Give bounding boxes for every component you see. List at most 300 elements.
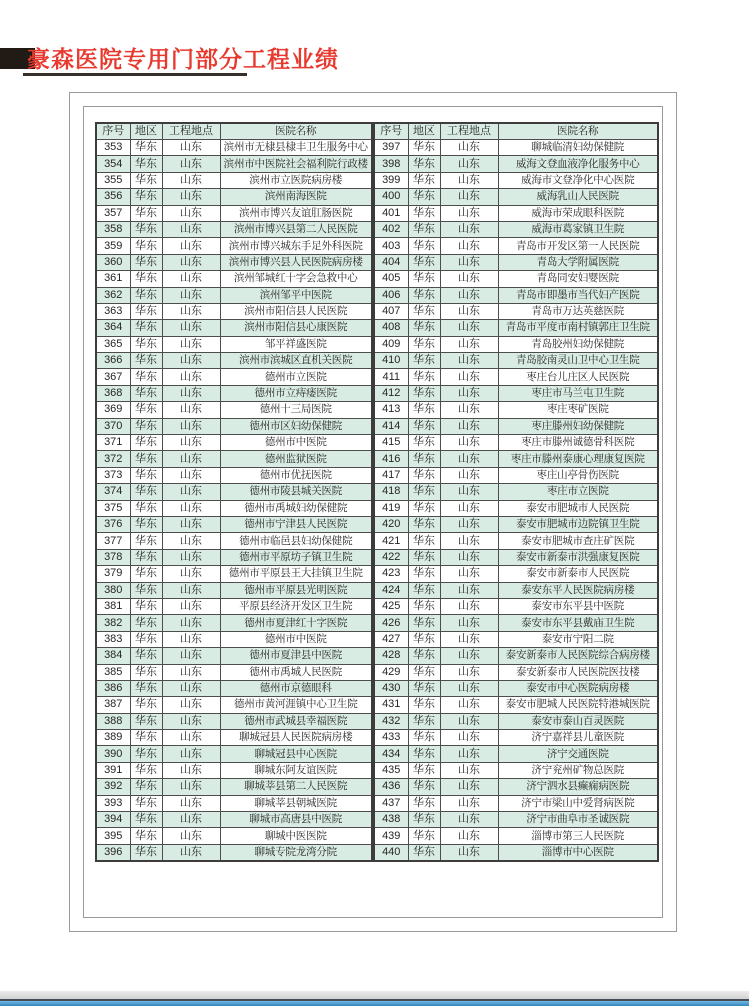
hospital-name: 泰安市东平县中医院 [498, 598, 658, 614]
region: 华东 [130, 353, 162, 369]
row-number: 362 [96, 287, 130, 303]
hospital-name: 滨州邹平中医院 [220, 287, 372, 303]
hospital-name: 枣庄市马兰屯卫生院 [498, 385, 658, 401]
hospital-name: 邹平祥盛医院 [220, 336, 372, 352]
table-row [96, 189, 372, 205]
row-number: 378 [96, 549, 130, 565]
row-number: 438 [374, 812, 408, 828]
hospital-name: 泰安东平人民医院病房楼 [498, 582, 658, 598]
row-number: 415 [374, 435, 408, 451]
project-location: 山东 [440, 795, 498, 811]
project-location: 山东 [162, 369, 220, 385]
project-location: 山东 [162, 336, 220, 352]
region: 华东 [408, 762, 440, 778]
table-row [96, 451, 372, 467]
table-row [96, 402, 372, 418]
table-row [96, 484, 372, 500]
project-location: 山东 [162, 828, 220, 844]
region: 华东 [408, 484, 440, 500]
hospital-name: 滨州市阳信县人民医院 [220, 303, 372, 319]
project-location: 山东 [162, 664, 220, 680]
table-row [96, 418, 372, 434]
row-number: 360 [96, 254, 130, 270]
row-number: 416 [374, 451, 408, 467]
row-number: 405 [374, 271, 408, 287]
region: 华东 [130, 172, 162, 188]
hospital-name: 泰安市新泰市洪强康复医院 [498, 549, 658, 565]
table-row [96, 385, 372, 401]
hospital-name: 德州市宁津县人民医院 [220, 516, 372, 532]
region: 华东 [408, 566, 440, 582]
row-number: 437 [374, 795, 408, 811]
hospital-name: 泰安市肥城市查庄矿医院 [498, 533, 658, 549]
table-row [96, 320, 372, 336]
project-location: 山东 [162, 402, 220, 418]
table-row [374, 254, 658, 270]
hospital-name: 聊城冠县人民医院病房楼 [220, 730, 372, 746]
project-location: 山东 [162, 779, 220, 795]
row-number: 436 [374, 779, 408, 795]
project-location: 山东 [162, 566, 220, 582]
region: 华东 [408, 516, 440, 532]
table-row [96, 287, 372, 303]
table-row [96, 205, 372, 221]
region: 华东 [130, 828, 162, 844]
row-number: 383 [96, 631, 130, 647]
region: 华东 [130, 680, 162, 696]
row-number: 386 [96, 680, 130, 696]
project-location: 山东 [162, 385, 220, 401]
hospital-name: 枣庄台儿庄区人民医院 [498, 369, 658, 385]
table-row [96, 566, 372, 582]
project-location: 山东 [440, 812, 498, 828]
row-number: 373 [96, 467, 130, 483]
project-location: 山东 [440, 566, 498, 582]
row-number: 430 [374, 680, 408, 696]
hospital-name: 聊城莘县朝城医院 [220, 795, 372, 811]
region: 华东 [130, 730, 162, 746]
project-location: 山东 [440, 172, 498, 188]
table-row [96, 254, 372, 270]
table-row [96, 156, 372, 172]
row-number: 355 [96, 172, 130, 188]
table-row [374, 336, 658, 352]
table-row [96, 140, 372, 156]
hospital-name: 枣庄市滕州诚德骨科医院 [498, 435, 658, 451]
row-number: 426 [374, 615, 408, 631]
table-row [374, 648, 658, 664]
table-row [96, 730, 372, 746]
project-location: 山东 [440, 516, 498, 532]
region: 华东 [408, 205, 440, 221]
table-row [374, 500, 658, 516]
project-location: 山东 [162, 680, 220, 696]
table-row [374, 680, 658, 696]
project-location: 山东 [440, 467, 498, 483]
hospital-name: 德州市立医院 [220, 369, 372, 385]
row-number: 366 [96, 353, 130, 369]
project-location: 山东 [440, 582, 498, 598]
hospital-name: 德州市立痔瘘医院 [220, 385, 372, 401]
hospital-name: 青岛市开发区第一人民医院 [498, 238, 658, 254]
row-number: 353 [96, 140, 130, 156]
hospital-name: 聊城冠县中心医院 [220, 746, 372, 762]
hospital-name: 泰安市新泰市人民医院 [498, 566, 658, 582]
hospital-name: 枣庄市滕州泰康心理康复医院 [498, 451, 658, 467]
hospital-name: 青岛市即墨市当代妇产医院 [498, 287, 658, 303]
row-number: 358 [96, 221, 130, 237]
project-location: 山东 [162, 418, 220, 434]
row-number: 359 [96, 238, 130, 254]
project-location: 山东 [162, 631, 220, 647]
table-row [374, 697, 658, 713]
region: 华东 [408, 303, 440, 319]
row-number: 395 [96, 828, 130, 844]
table-row [374, 598, 658, 614]
row-number: 397 [374, 140, 408, 156]
row-number: 424 [374, 582, 408, 598]
table-row [374, 467, 658, 483]
region: 华东 [130, 844, 162, 861]
title-underline [23, 73, 247, 76]
region: 华东 [130, 287, 162, 303]
hospital-name: 聊城市高唐县中医院 [220, 812, 372, 828]
project-location: 山东 [162, 795, 220, 811]
row-number: 423 [374, 566, 408, 582]
row-number: 369 [96, 402, 130, 418]
hospital-name: 德州市夏津红十字医院 [220, 615, 372, 631]
table-row [96, 467, 372, 483]
table-row [374, 795, 658, 811]
project-location: 山东 [440, 680, 498, 696]
hospital-name: 滨州市博兴友谊肛肠医院 [220, 205, 372, 221]
table-row [96, 762, 372, 778]
row-number: 367 [96, 369, 130, 385]
region: 华东 [130, 746, 162, 762]
row-number: 440 [374, 844, 408, 861]
project-location: 山东 [440, 353, 498, 369]
region: 华东 [130, 598, 162, 614]
row-number: 374 [96, 484, 130, 500]
hospital-name: 青岛大学附属医院 [498, 254, 658, 270]
project-location: 山东 [162, 615, 220, 631]
row-number: 382 [96, 615, 130, 631]
table-row [96, 353, 372, 369]
project-location: 山东 [162, 221, 220, 237]
project-location: 山东 [162, 812, 220, 828]
project-location: 山东 [440, 238, 498, 254]
project-location: 山东 [440, 697, 498, 713]
table-row [374, 484, 658, 500]
table-row [96, 435, 372, 451]
table-row [96, 238, 372, 254]
region: 华东 [408, 402, 440, 418]
table-row [374, 566, 658, 582]
region: 华东 [130, 533, 162, 549]
project-location: 山东 [440, 385, 498, 401]
row-number: 434 [374, 746, 408, 762]
table-row [374, 418, 658, 434]
table-row [374, 746, 658, 762]
hospital-name: 泰安市中心医院病房楼 [498, 680, 658, 696]
hospital-name: 泰安新泰市人民医院医技楼 [498, 664, 658, 680]
region: 华东 [408, 385, 440, 401]
table-row [374, 172, 658, 188]
region: 华东 [408, 713, 440, 729]
region: 华东 [408, 418, 440, 434]
hospital-name: 枣庄滕州妇幼保健院 [498, 418, 658, 434]
row-number: 439 [374, 828, 408, 844]
project-location: 山东 [440, 730, 498, 746]
hospital-name: 济宁交通医院 [498, 746, 658, 762]
region: 华东 [408, 172, 440, 188]
hospital-name: 泰安市泰山百灵医院 [498, 713, 658, 729]
performance-table-right [373, 122, 659, 862]
performance-table-left [95, 122, 373, 862]
region: 华东 [408, 664, 440, 680]
row-number: 376 [96, 516, 130, 532]
hospital-name: 济宁市曲阜市圣诚医院 [498, 812, 658, 828]
project-location: 山东 [162, 303, 220, 319]
row-number: 429 [374, 664, 408, 680]
row-number: 363 [96, 303, 130, 319]
row-number: 420 [374, 516, 408, 532]
row-number: 433 [374, 730, 408, 746]
table-row [96, 680, 372, 696]
project-location: 山东 [440, 746, 498, 762]
region: 华东 [408, 451, 440, 467]
table-row [96, 172, 372, 188]
region: 华东 [130, 467, 162, 483]
project-location: 山东 [162, 254, 220, 270]
project-location: 山东 [440, 271, 498, 287]
row-number: 403 [374, 238, 408, 254]
col-header-hospital: 医院名称 [220, 123, 372, 140]
table-row [374, 189, 658, 205]
project-location: 山东 [440, 500, 498, 516]
project-location: 山东 [440, 402, 498, 418]
region: 华东 [408, 189, 440, 205]
hospital-name: 滨州市无棣县棣丰卫生服务中心 [220, 140, 372, 156]
table-row [96, 369, 372, 385]
region: 华东 [408, 828, 440, 844]
hospital-name: 青岛市万达英慈医院 [498, 303, 658, 319]
region: 华东 [130, 697, 162, 713]
region: 华东 [130, 254, 162, 270]
table-row [374, 451, 658, 467]
table-row [96, 533, 372, 549]
row-number: 396 [96, 844, 130, 861]
project-location: 山东 [440, 451, 498, 467]
table-row [374, 730, 658, 746]
table-row [374, 353, 658, 369]
row-number: 435 [374, 762, 408, 778]
table-row [96, 582, 372, 598]
hospital-name: 威海市葛家镇卫生院 [498, 221, 658, 237]
table-row [96, 664, 372, 680]
project-location: 山东 [162, 189, 220, 205]
hospital-name: 德州市平原县光明医院 [220, 582, 372, 598]
row-number: 402 [374, 221, 408, 237]
hospital-name: 聊城临清妇幼保健院 [498, 140, 658, 156]
table-row [374, 287, 658, 303]
hospital-name: 滨州邹城红十字会急救中心 [220, 271, 372, 287]
table-row [374, 140, 658, 156]
region: 华东 [408, 156, 440, 172]
table-row [374, 828, 658, 844]
hospital-name: 滨州市博兴县第二人民医院 [220, 221, 372, 237]
hospital-name: 泰安市东平县戴庙卫生院 [498, 615, 658, 631]
table-row [374, 664, 658, 680]
region: 华东 [130, 369, 162, 385]
row-number: 385 [96, 664, 130, 680]
row-number: 375 [96, 500, 130, 516]
project-location: 山东 [162, 648, 220, 664]
hospital-name: 德州市武城县幸福医院 [220, 713, 372, 729]
project-location: 山东 [162, 435, 220, 451]
table-row [374, 238, 658, 254]
region: 华东 [130, 779, 162, 795]
region: 华东 [130, 812, 162, 828]
table-row [96, 500, 372, 516]
table-row [374, 156, 658, 172]
hospital-name: 德州监狱医院 [220, 451, 372, 467]
table-row [96, 303, 372, 319]
table-row [374, 369, 658, 385]
hospital-name: 德州市京德眼科 [220, 680, 372, 696]
project-location: 山东 [440, 713, 498, 729]
region: 华东 [130, 648, 162, 664]
row-number: 391 [96, 762, 130, 778]
col-header-region: 地区 [130, 123, 162, 140]
table-row [374, 713, 658, 729]
project-location: 山东 [162, 730, 220, 746]
row-number: 419 [374, 500, 408, 516]
project-location: 山东 [162, 156, 220, 172]
project-location: 山东 [162, 713, 220, 729]
project-location: 山东 [440, 336, 498, 352]
table-row [96, 697, 372, 713]
project-location: 山东 [162, 582, 220, 598]
hospital-name: 滨州市立医院病房楼 [220, 172, 372, 188]
table-row [96, 598, 372, 614]
project-location: 山东 [440, 664, 498, 680]
hospital-name: 聊城专院龙湾分院 [220, 844, 372, 861]
region: 华东 [408, 598, 440, 614]
region: 华东 [408, 336, 440, 352]
project-location: 山东 [162, 205, 220, 221]
row-number: 401 [374, 205, 408, 221]
row-number: 398 [374, 156, 408, 172]
region: 华东 [408, 140, 440, 156]
hospital-name: 青岛同安妇婴医院 [498, 271, 658, 287]
region: 华东 [408, 697, 440, 713]
hospital-name: 德州市陵县城关医院 [220, 484, 372, 500]
project-location: 山东 [162, 697, 220, 713]
row-number: 377 [96, 533, 130, 549]
project-location: 山东 [162, 140, 220, 156]
region: 华东 [130, 238, 162, 254]
table-row [374, 812, 658, 828]
hospital-name: 德州市禹城妇幼保健院 [220, 500, 372, 516]
col-header-region: 地区 [408, 123, 440, 140]
project-location: 山东 [162, 271, 220, 287]
project-location: 山东 [440, 435, 498, 451]
project-location: 山东 [440, 484, 498, 500]
region: 华东 [408, 320, 440, 336]
project-location: 山东 [440, 779, 498, 795]
row-number: 411 [374, 369, 408, 385]
region: 华东 [408, 467, 440, 483]
region: 华东 [130, 418, 162, 434]
region: 华东 [408, 648, 440, 664]
region: 华东 [130, 385, 162, 401]
region: 华东 [408, 615, 440, 631]
row-number: 414 [374, 418, 408, 434]
row-number: 368 [96, 385, 130, 401]
hospital-name: 平原县经济开发区卫生院 [220, 598, 372, 614]
hospital-name: 德州市中医院 [220, 435, 372, 451]
hospital-name: 德州市平原坊子镇卫生院 [220, 549, 372, 565]
col-header-hospital: 医院名称 [498, 123, 658, 140]
table-row [96, 713, 372, 729]
region: 华东 [408, 238, 440, 254]
col-header-serial: 序号 [374, 123, 408, 140]
region: 华东 [408, 353, 440, 369]
row-number: 361 [96, 271, 130, 287]
hospital-name: 德州市中医院 [220, 631, 372, 647]
project-location: 山东 [440, 631, 498, 647]
project-location: 山东 [440, 287, 498, 303]
row-number: 408 [374, 320, 408, 336]
region: 华东 [130, 713, 162, 729]
row-number: 409 [374, 336, 408, 352]
hospital-name: 威海乳山人民医院 [498, 189, 658, 205]
performance-tables [95, 122, 659, 862]
table-header-row [96, 123, 372, 140]
project-location: 山东 [162, 598, 220, 614]
hospital-name: 滨州市阳信县心康医院 [220, 320, 372, 336]
row-number: 428 [374, 648, 408, 664]
hospital-name: 枣庄山亭骨伤医院 [498, 467, 658, 483]
region: 华东 [408, 271, 440, 287]
region: 华东 [130, 271, 162, 287]
table-row [374, 320, 658, 336]
project-location: 山东 [162, 172, 220, 188]
hospital-name: 枣庄市立医院 [498, 484, 658, 500]
hospital-name: 济宁兖州矿物总医院 [498, 762, 658, 778]
row-number: 410 [374, 353, 408, 369]
hospital-name: 德州市区妇幼保健院 [220, 418, 372, 434]
project-location: 山东 [440, 762, 498, 778]
hospital-name: 青岛胶州妇幼保健院 [498, 336, 658, 352]
row-number: 372 [96, 451, 130, 467]
row-number: 388 [96, 713, 130, 729]
project-location: 山东 [162, 353, 220, 369]
hospital-name: 济宁市梁山中爱肾病医院 [498, 795, 658, 811]
hospital-name: 德州市临邑县妇幼保健院 [220, 533, 372, 549]
table-row [374, 615, 658, 631]
project-location: 山东 [162, 467, 220, 483]
hospital-name: 德州市黄河涯镇中心卫生院 [220, 697, 372, 713]
hospital-name: 威海市荣成眼科医院 [498, 205, 658, 221]
region: 华东 [130, 516, 162, 532]
project-location: 山东 [440, 598, 498, 614]
table-row [374, 762, 658, 778]
project-location: 山东 [440, 648, 498, 664]
hospital-name: 威海市文登净化中心医院 [498, 172, 658, 188]
row-number: 404 [374, 254, 408, 270]
